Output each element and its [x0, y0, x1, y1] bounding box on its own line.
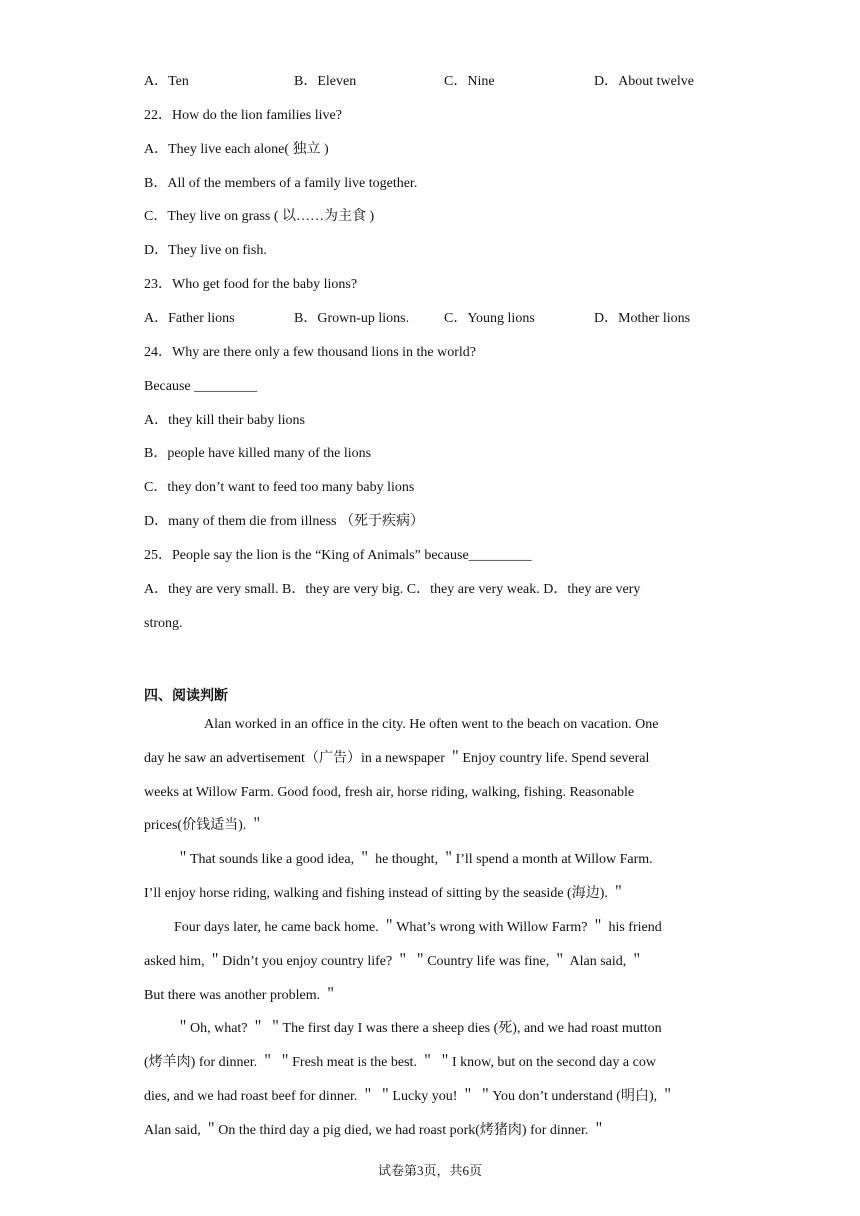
passage-line: asked him, ＂Didn’t you enjoy country life? ＂ ＂Country life was fine, ＂ Alan said, ＂	[144, 954, 644, 969]
passage-line: I’ll enjoy horse riding, walking and fishing instead of sitting by the seaside (海边). ＂	[144, 886, 626, 901]
q21-option-a: A．Ten	[144, 74, 189, 89]
passage-line: day he saw an advertisement（广告）in a newspaper ＂Enjoy country life. Spend several	[144, 751, 650, 766]
q23-question: 23．Who get food for the baby lions?	[144, 277, 358, 292]
q24-option-c: C．they don’t want to feed too many baby lions	[144, 480, 415, 495]
q22-option-b: B．All of the members of a family live together.	[144, 176, 418, 191]
section-heading: 四、阅读判断	[144, 688, 228, 704]
passage-line: ＂Oh, what? ＂ ＂The first day I was there a sheep dies (死), and we had roast mutton	[176, 1021, 662, 1036]
q21-option-d: D．About twelve	[594, 74, 694, 89]
q25-options-line2: strong.	[144, 616, 183, 631]
q24-question: 24．Why are there only a few thousand lions in the world?	[144, 345, 477, 360]
q22-question: 22．How do the lion families live?	[144, 108, 342, 123]
q24-option-b: B．people have killed many of the lions	[144, 446, 372, 461]
q23-option-c: C．Young lions	[444, 311, 535, 326]
page-footer: 试卷第3页，共6页	[377, 1163, 482, 1178]
q21-option-c: C．Nine	[444, 74, 495, 89]
passage-line: (烤羊肉) for dinner. ＂ ＂Fresh meat is the best. ＂ ＂I know, but on the second day a cow	[144, 1055, 656, 1070]
q23-option-a: A．Father lions	[144, 311, 235, 326]
passage-line: Alan worked in an office in the city. He often went to the beach on vacation. One	[204, 717, 659, 732]
passage-line: Four days later, he came back home. ＂What’s wrong with Willow Farm? ＂ his friend	[174, 920, 662, 935]
q22-option-d: D．They live on fish.	[144, 243, 267, 258]
q25-question: 25．People say the lion is the “King of Animals” because_________	[144, 548, 532, 563]
passage-line: dies, and we had roast beef for dinner. ＂ ＂Lucky you! ＂ ＂You don’t understand (明白), ＂	[144, 1089, 675, 1104]
passage-line: But there was another problem. ＂	[144, 988, 338, 1003]
q25-options-line1: A．they are very small. B．they are very big. C．they are very weak. D．they are very	[144, 582, 641, 597]
q24-option-d: D．many of them die from illness （死于疾病）	[144, 514, 424, 529]
passage-line: ＂That sounds like a good idea, ＂ he thought, ＂I’ll spend a month at Willow Farm.	[176, 852, 653, 867]
q23-option-b: B．Grown-up lions.	[294, 311, 410, 326]
q23-option-d: D．Mother lions	[594, 311, 691, 326]
passage-line: prices(价钱适当). ＂	[144, 818, 264, 833]
q22-option-a: A．They live each alone( 独立 )	[144, 142, 329, 157]
q22-option-c: C．They live on grass ( 以……为主食 )	[144, 209, 375, 224]
q21-option-b: B．Eleven	[294, 74, 357, 89]
passage-line: weeks at Willow Farm. Good food, fresh air, horse riding, walking, fishing. Reasonable	[144, 785, 635, 800]
passage-line: Alan said, ＂On the third day a pig died, we had roast pork(烤猪肉) for dinner. ＂	[144, 1123, 606, 1138]
q24-stem: Because _________	[144, 379, 258, 394]
q24-option-a: A．they kill their baby lions	[144, 413, 305, 428]
